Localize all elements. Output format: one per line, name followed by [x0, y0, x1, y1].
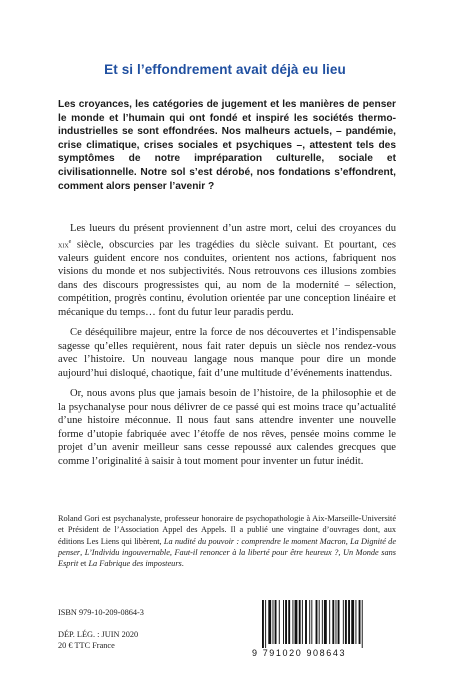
barcode-bar	[362, 600, 363, 648]
barcode-bar	[311, 600, 312, 644]
bio-end: .	[181, 559, 184, 569]
bio-intro: Roland Gori est psychanalyste, professeur honoraire de psychopathologie à Aix-Marseille-Université et Président de l’Association Appel des Appels. Il a publié une vingtaine d’ouvrages dont, aux éditions Les Liens qui libèrent,	[58, 514, 396, 546]
barcode-bar	[324, 600, 327, 644]
bio-book-title: La nudité du pouvoir : comprendre le moment Macron	[163, 536, 346, 546]
bio-separator: et	[78, 559, 89, 569]
body-text	[58, 222, 396, 475]
barcode-bar	[359, 600, 361, 644]
barcode-bar	[351, 600, 354, 644]
barcode-bar	[299, 600, 301, 644]
lead-paragraph: Les croyances, les catégories de jugement et les manières de penser le monde et l’humain qui ont fondé et inspiré les sociétés thermo-industrielles se sont effondrées. Nos malheurs actuels, – pandémie, crise climatique, crises sociales et psychiques –, attestent tels des symptômes de notre impréparation culturelle, sociale et civilisationnelle. Notre sol s’est dérobé, nos fondations s’effondrent, comment alors penser l’avenir ?	[58, 99, 396, 192]
isbn-label: ISBN 979-10-209-0864-3	[58, 608, 144, 617]
price-label: 20 € TTC France	[58, 641, 115, 650]
barcode-bar	[273, 600, 274, 644]
legal-deposit	[58, 629, 138, 651]
body-paragraph-1	[58, 222, 396, 319]
bio-book-title: Faut-il renoncer à la liberté pour être heureux ?	[174, 547, 339, 557]
century-superscript: e	[68, 238, 72, 245]
barcode-bars	[252, 598, 402, 648]
barcode-bar	[302, 600, 303, 644]
barcode-bar	[345, 600, 347, 644]
barcode-bar	[275, 600, 277, 644]
barcode-bar	[316, 600, 318, 644]
barcode-bar	[338, 600, 340, 644]
bio-separator: ,	[338, 547, 343, 557]
bio-separator: ,	[169, 547, 175, 557]
barcode	[252, 598, 402, 658]
bio-book-title: Un Monde sans Esprit	[58, 547, 396, 569]
barcode-bar	[319, 600, 320, 644]
page-title: Et si l’effondrement avait déjà eu lieu	[104, 62, 346, 77]
body-paragraph-3: Or, nous avons plus que jamais besoin de l’histoire, de la philosophie et de la psychanalyse pour nous délivrer de ce passé qui est moins trace qu’actualité d’une histoire méconnue. Il nous faut sans attendre inventer une nouvelle forme d’utopie fabriquée avec l’étoffe de nos rêves, pensée moins comme le projet d’un avenir meilleur sans cesse repoussé aux calendes grecques que comme l’originalité à saisir à tout moment pour inventer un futur inédit.	[58, 388, 396, 467]
barcode-bar	[332, 600, 334, 644]
barcode-bar	[295, 600, 298, 644]
bio-book-title: La Dignité de penser	[58, 536, 396, 557]
barcode-bar	[305, 600, 307, 644]
body-paragraph-2: Ce déséquilibre majeur, entre la force de nos découvertes et l’indispensable sagesse qu’elles requièrent, nous fait rater depuis un siècle nos rendez-vous avec l’histoire. Un nouveau langage nous manque pour dire un monde aujourd’hui disloqué, chaotique, fait d’une multitude d’événements inattendus.	[58, 327, 396, 379]
barcode-digits: 9 791020 908643	[252, 648, 347, 658]
barcode-bar	[329, 600, 330, 644]
bio-separator: ,	[80, 547, 85, 557]
barcode-bar	[322, 600, 323, 644]
barcode-bar	[355, 600, 356, 644]
barcode-bar	[343, 600, 344, 644]
barcode-bar	[309, 600, 310, 644]
bio-book-title: L’Individu ingouvernable	[84, 547, 170, 557]
barcode-bar	[292, 600, 293, 644]
barcode-bar	[336, 600, 337, 644]
barcode-bar	[288, 600, 290, 644]
barcode-bar	[262, 600, 264, 648]
barcode-bar	[268, 600, 271, 644]
body-paragraph-1-end: siècle, obscurcies par les tragédies du siècle suivant. Et pourtant, ces valeurs guident encore nos conduites, orientent nos actions, fabriquent nos visions du monde et nos subjectivités. Nous retrouvons ces illusions zombies dans des discours progressistes qui, au nom de la modernité – sélection, compétition, progrès continu, évolution orientée par une conception linéaire et mécanique du temps… font du futur leur paradis perdu.	[58, 239, 396, 318]
century-numeral: xix	[58, 239, 69, 250]
bio-separator: ,	[345, 536, 351, 546]
author-bio	[58, 513, 396, 569]
barcode-bar	[285, 600, 287, 644]
barcode-bar	[279, 600, 280, 644]
bio-book-title: La Fabrique des imposteurs	[88, 559, 182, 569]
barcode-bar	[283, 600, 284, 644]
barcode-bar	[265, 600, 266, 648]
legal-deposit-date: DÉP. LÉG. : JUIN 2020	[58, 630, 139, 639]
barcode-bar	[348, 600, 350, 644]
body-paragraph-1-start: Les lueurs du présent proviennent d’un astre mort, celui des croyances du	[70, 223, 396, 234]
